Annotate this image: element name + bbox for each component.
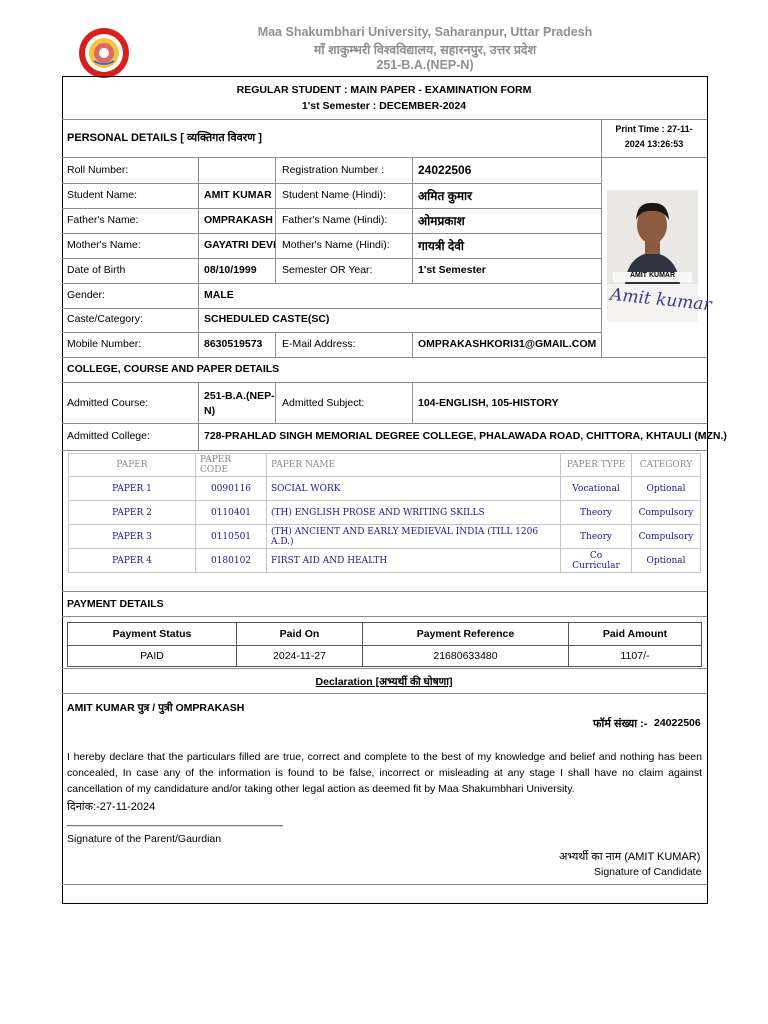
payment-reference: 21680633480 (363, 646, 569, 667)
photo-caption: AMIT KUMAR (629, 272, 676, 279)
gender-value: MALE (204, 289, 234, 301)
paper-name: (TH) ANCIENT AND EARLY MEDIEVAL INDIA (TILL 1206 A.D.) (267, 525, 561, 549)
dob-label: Date of Birth (67, 264, 126, 276)
dob-value: 08/10/1999 (204, 264, 257, 276)
paper-table-header (69, 454, 701, 477)
paper-row (69, 501, 701, 525)
paper-number: PAPER 4 (69, 549, 196, 573)
parent-signature-line: _____________________________________ (67, 815, 284, 827)
candidate-name: अभ्यर्थी का नाम (AMIT KUMAR) (559, 851, 701, 863)
admitted-course-label: Admitted Course: (67, 397, 149, 409)
paper-col-header: PAPER (69, 454, 196, 477)
form-number-value: 24022506 (654, 717, 701, 729)
admitted-course-value-1: 251-B.A.(NEP- (204, 390, 275, 402)
declaration-date: दिनांक:-27-11-2024 (67, 801, 156, 813)
gender-label: Gender: (67, 289, 105, 301)
father-name-label: Father's Name: (67, 214, 139, 226)
course-code-header: 251-B.A.(NEP-N) (376, 58, 474, 72)
registration-number-label: Registration Number : (282, 164, 385, 176)
admitted-college-label: Admitted College: (67, 430, 150, 442)
mobile-value: 8630519573 (204, 338, 263, 350)
declaration-heading: Declaration [अभ्यर्थी की घोषणा] (315, 676, 453, 688)
student-name-label: Student Name: (67, 189, 138, 201)
university-logo (78, 27, 130, 79)
roll-number-label: Roll Number: (67, 164, 129, 176)
paper-code: 0110501 (196, 525, 267, 549)
email-value: OMPRAKASHKORI31@GMAIL.COM (418, 338, 597, 350)
paper-type: Vocational (561, 477, 632, 501)
payment-table (67, 622, 702, 667)
university-name-en: Maa Shakumbhari University, Saharanpur, Uttar Pradesh (257, 25, 593, 39)
email-label: E-Mail Address: (282, 338, 356, 350)
parent-signature-label: Signature of the Parent/Gaurdian (67, 833, 222, 845)
paper-type: Theory (561, 501, 632, 525)
paper-row (69, 477, 701, 501)
paper-table (68, 453, 701, 573)
declaration-son-of: AMIT KUMAR पुत्र / पुत्री OMPRAKASH (67, 702, 245, 714)
paper-type: Theory (561, 525, 632, 549)
paper-code: 0110401 (196, 501, 267, 525)
paper-code: 0180102 (196, 549, 267, 573)
payment-reference-header: Payment Reference (363, 623, 569, 646)
student-signature: Amit kumar (609, 284, 713, 316)
print-time-line2: 2024 13:26:53 (624, 139, 684, 149)
category-col-header: CATEGORY (632, 454, 701, 477)
paper-type: Co Curricular (561, 549, 632, 573)
payment-section-heading: PAYMENT DETAILS (67, 598, 164, 610)
candidate-signature-label: Signature of Candidate (594, 866, 702, 878)
personal-details-heading: PERSONAL DETAILS [ व्यक्तिगत विवरण ] (67, 132, 262, 144)
paper-name: SOCIAL WORK (267, 477, 561, 501)
admitted-subject-label: Admitted Subject: (282, 397, 365, 409)
paid-amount-header: Paid Amount (569, 623, 702, 646)
paper-code: 0090116 (196, 477, 267, 501)
semester-label: Semester OR Year: (282, 264, 373, 276)
mother-name-value: GAYATRI DEVI (204, 239, 276, 251)
college-section-heading: COLLEGE, COURSE AND PAPER DETAILS (67, 363, 280, 375)
paper-name-col-header: PAPER NAME (267, 454, 561, 477)
student-name-hindi-label: Student Name (Hindi): (282, 189, 386, 201)
paper-row (69, 549, 701, 573)
registration-number-value: 24022506 (418, 163, 472, 177)
admitted-college-value: 728-PRAHLAD SINGH MEMORIAL DEGREE COLLEGE, PHALAWADA ROAD, CHITTORA, KHTAULI (MZN.) (204, 430, 727, 442)
print-time-line1: Print Time : 27-11- (615, 124, 693, 134)
admitted-course-value-2: N) (204, 405, 216, 417)
paper-name: (TH) ENGLISH PROSE AND WRITING SKILLS (267, 501, 561, 525)
caste-value: SCHEDULED CASTE(SC) (204, 313, 330, 325)
student-photo (607, 190, 713, 322)
paper-number: PAPER 3 (69, 525, 196, 549)
paper-type-col-header: PAPER TYPE (561, 454, 632, 477)
paid-on: 2024-11-27 (237, 646, 363, 667)
paper-category: Optional (632, 549, 701, 573)
paid-on-header: Paid On (237, 623, 363, 646)
paper-row (69, 525, 701, 549)
form-number-label: फॉर्म संख्या :- (593, 718, 648, 730)
mother-name-label: Mother's Name: (67, 239, 141, 251)
paper-category: Compulsory (632, 501, 701, 525)
mother-name-hindi-value: गायत्री देवी (418, 239, 465, 253)
student-name-value: AMIT KUMAR (204, 189, 272, 201)
father-name-hindi-label: Father's Name (Hindi): (282, 214, 388, 226)
form-semester-line: 1'st Semester : DECEMBER-2024 (301, 100, 467, 112)
payment-status: PAID (68, 646, 237, 667)
caste-label: Caste/Category: (67, 313, 143, 325)
paper-category: Compulsory (632, 525, 701, 549)
mobile-label: Mobile Number: (67, 338, 142, 350)
declaration-text: I hereby declare that the particulars filled are true, correct and complete to the best of my knowledge and belief and nothing has been concealed, In case any of the information is found to be false, incorrect or misleading at any stage I shall have no claim against cancellation of my candidature and/or taking other legal action as deemed fit by Maa Shakumbhari University. (67, 751, 702, 795)
form-title: REGULAR STUDENT : MAIN PAPER - EXAMINATION FORM (236, 84, 532, 96)
mother-name-hindi-label: Mother's Name (Hindi): (282, 239, 390, 251)
paper-number: PAPER 1 (69, 477, 196, 501)
paper-name: FIRST AID AND HEALTH (267, 549, 561, 573)
paper-number: PAPER 2 (69, 501, 196, 525)
payment-row (68, 646, 702, 667)
father-name-value: OMPRAKASH (204, 214, 273, 226)
paper-code-col-header: PAPER CODE (196, 454, 267, 477)
paid-amount: 1107/- (569, 646, 702, 667)
student-name-hindi-value: अमित कुमार (418, 189, 473, 203)
paper-category: Optional (632, 477, 701, 501)
father-name-hindi-value: ओमप्रकाश (418, 214, 465, 228)
payment-status-header: Payment Status (68, 623, 237, 646)
payment-header-row (68, 623, 702, 646)
university-name-hi: माँ शाकुम्भरी विश्वविद्यालय, सहारनपुर, उत्तर प्रदेश (313, 43, 537, 57)
semester-value: 1'st Semester (418, 264, 486, 276)
admitted-subject-value: 104-ENGLISH, 105-HISTORY (418, 397, 559, 409)
